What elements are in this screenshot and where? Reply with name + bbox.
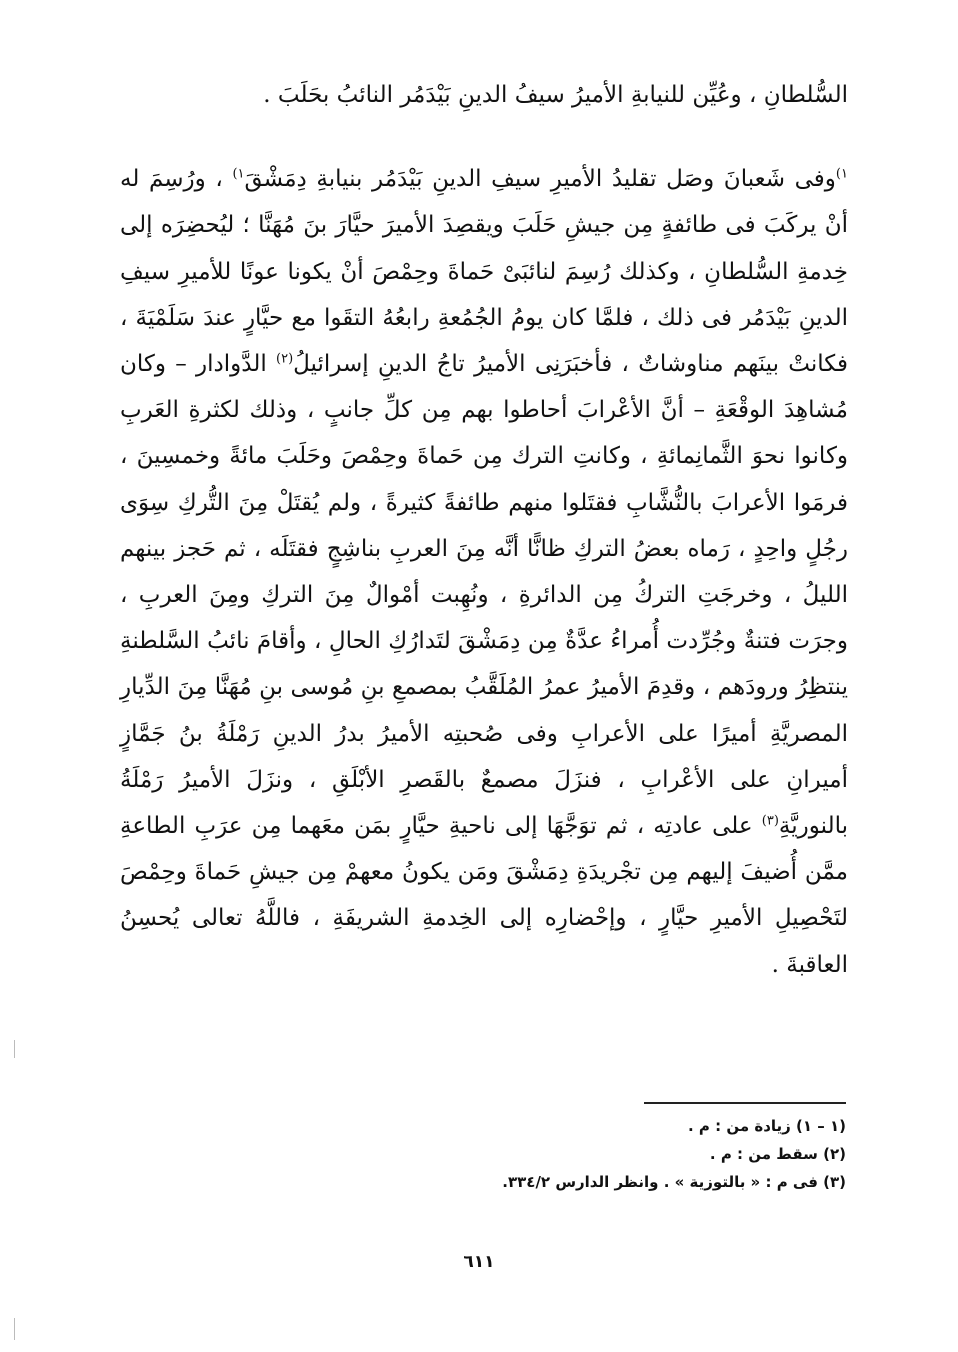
paragraph-text-part1: وفى شَعبانَ وصَل تقليدُ الأميرِ سيفِ الدينِ بَيْدَمُر بنيابةِ دِمَشْقَ bbox=[244, 166, 836, 193]
footnotes bbox=[440, 1112, 846, 1196]
footnote-ref-1-start: ١) bbox=[835, 166, 848, 182]
footnote-2: (٢) سقط من : م . bbox=[709, 1145, 846, 1163]
footnote-1: (١ – ١) زيادة من : م . bbox=[687, 1117, 846, 1135]
footnote-divider bbox=[644, 1102, 846, 1104]
main-text bbox=[120, 72, 848, 988]
opening-line: السُّلطانِ ، وعُيِّن للنيابةِ الأميرُ سيفُ الدينِ بَيْدَمُر النائبُ بحَلَبَ . bbox=[263, 82, 848, 108]
scan-edge-mark bbox=[14, 1040, 15, 1058]
scan-edge-mark bbox=[14, 1318, 15, 1340]
footnote-ref-3: (٣) bbox=[761, 813, 779, 829]
body-paragraph bbox=[120, 156, 848, 988]
paragraph-text-part3: الدَّوادار – وكان مُشاهِدَ الوقْعَةِ – أنَّ الأعْرابَ أحاطوا بهم مِن كلِّ جانبٍ ، وذلك لكثرةِ العَربِ وكانوا نحوَ الثَّمانِمائةِ ، وكانتِ الترك مِن حَماةَ وحِمْصَ وحَلَبَ مائةً وخمسِينَ ، فرمَوا الأعرابَ بالنُّشَّابِ فقتَلوا منهم طائفةً كثيرةً ، ولم يُقتَلْ مِنَ التُّركِ سِوَى رجُلٍ واحِدٍ ، رَماه بعضُ التركِ ظانًّا أنَّه مِنَ العربِ بناشِجٍ فقتَلَه ، ثم حَجز بينهم الليلُ ، وخرجَتِ التركُ مِن الدائرةِ ، ونُهِبت أمْوالٌ مِنَ التركِ ومِنَ العربِ ، وجرَت فتنةٌ وجُرِّدت أُمراءُ عدَّةٌ مِن دِمَشْقَ لتَدارُكِ الحالِ ، وأقامَ نائبُ السَّلطنةِ ينتظِرُ ورودَهم ، وقدِمَ الأميرُ عمرُ المُلَقَّبُ بمصمعِ بنِ مُوسى بنِ مُهَنَّا مِنَ الدِّيارِ المصريَّةِ أميرًا على الأعرابِ وفى صُحبتِه الأميرُ بدرُ الدينِ رَمْلَةُ بنُ جَمَّازٍ أميرانِ على الأعْرابِ ، فنزَلَ مصمعٌ بالقَصرِ الأبْلَقِ ، ونزَلَ الأميرُ رَمْلَةُ بالنوريَّةِ bbox=[120, 351, 848, 840]
page-number: ٦١١ bbox=[463, 1252, 495, 1272]
paragraph-text-part4: على عادتِه ، ثم توَجَّهَا إلى ناحيةِ حيَّارٍ بمَن معَهما مِن عرَبِ الطاعةِ ممَّن أُضيفَ إليهم مِن تجْريدَةِ دِمَشْقَ ومَن يكونُ معهمْ مِن جيشِ حَماةَ وحِمْصَ لتَحْصِيلِ الأميرِ حيَّارٍ ، وإحْضارِه إلى الخِدمةِ الشريفَةِ ، فاللَّهُ تعالى يُحسِنُ العاقبةَ . bbox=[120, 813, 848, 978]
footnote-ref-1-end: ١) bbox=[232, 166, 245, 182]
footnote-ref-2: (٢) bbox=[276, 351, 294, 367]
paragraph-text-part2: ، ورُسِمَ له أنْ يركَبَ فى طائفةٍ مِن جيشِ حَلَبَ ويقصِدَ الأميرَ حيَّارَ بنَ مُهَنَّا ؛ ليُحضِرَه إلى خِدمةِ السُّلطانِ ، وكذلك رُسِمَ لنائبَىْ حَماةَ وحِمْصَ أنْ يكونا عونًا للأميرِ سيفِ الدينِ بَيْدَمُر فى ذلك ، فلمَّا كان يومُ الجُمُعةِ رابعُهُ التقَوا مع حيَّارٍ عندَ سَلَمْيَةَ ، فكانتْ بينَهم مناوشاتٌ ، فأخبَرَنِى الأميرُ تاجُ الدينِ إسرائيلُ bbox=[120, 166, 848, 378]
footnote-3: (٣) فى م : « بالتوزية » . وانظر الدارس ٣٣٤/٢. bbox=[502, 1173, 846, 1191]
